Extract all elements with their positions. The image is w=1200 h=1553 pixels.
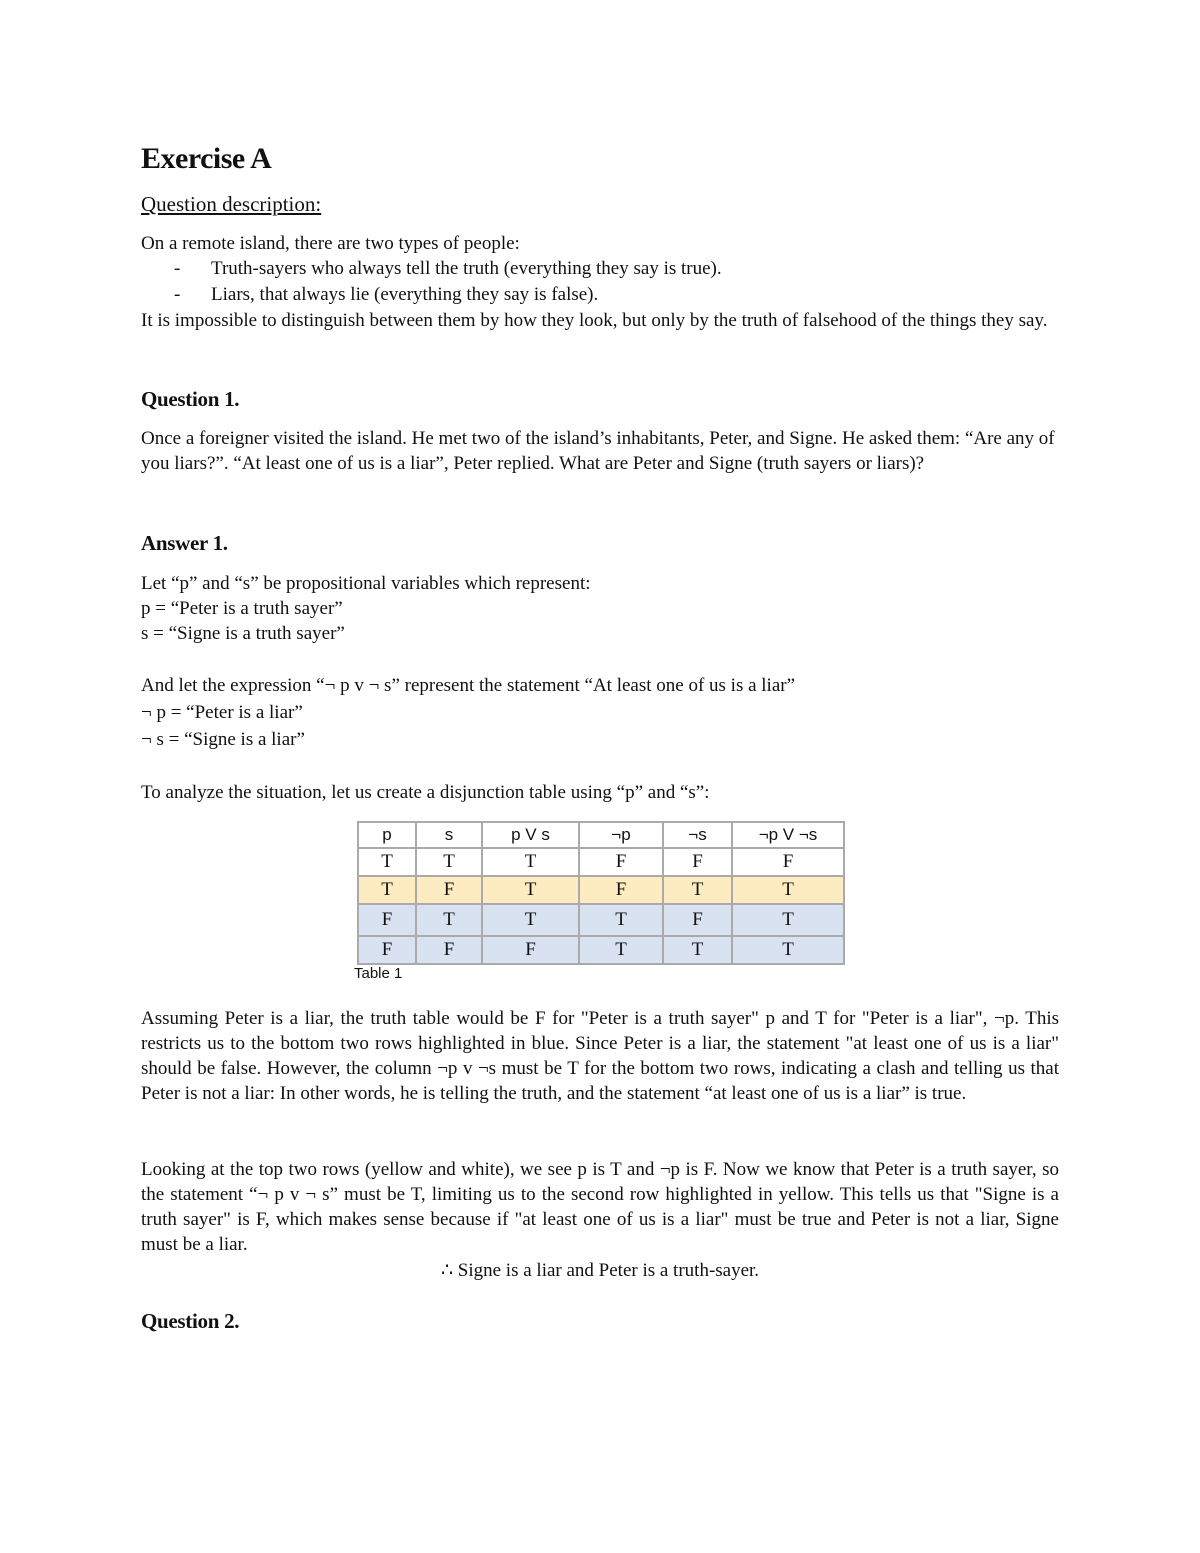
list-dash: - — [174, 284, 181, 305]
table-cell: T — [579, 904, 663, 936]
table-cell: F — [579, 876, 663, 904]
table-row — [358, 876, 844, 904]
table-row — [358, 936, 844, 964]
table-header-cell: ¬p — [579, 822, 663, 848]
table-header-cell: p V s — [482, 822, 579, 848]
analysis-paragraph-1: Assuming Peter is a liar, the truth table would be F for "Peter is a truth sayer" p and T for "Peter is a liar", ¬p. This restricts us to the bottom two rows highlighted in blue. Since Peter is a liar, the statement "at least one of us is a liar" should be false. However, the column ¬p v ¬s must be T for the bottom two rows, indicating a clash and telling us that Peter is not a liar: In other words, he is telling the truth, and the statement “at least one of us is a liar” is true. — [141, 1008, 1059, 1104]
table-header-cell: p — [358, 822, 416, 848]
question-1-heading: Question 1. — [141, 387, 240, 411]
table-cell: F — [732, 848, 844, 876]
answer-1-heading: Answer 1. — [141, 531, 228, 555]
table-cell: T — [732, 936, 844, 964]
table-caption: Table 1 — [354, 965, 403, 982]
expression-line: ¬ s = “Signe is a liar” — [141, 729, 305, 750]
table-cell: F — [663, 848, 732, 876]
answer-line: p = “Peter is a truth sayer” — [141, 598, 343, 619]
section-subtitle: Question description: — [141, 192, 322, 216]
truth-table — [357, 821, 845, 965]
list-dash: - — [174, 258, 181, 279]
table-cell: T — [732, 904, 844, 936]
intro-text: On a remote island, there are two types of people: — [141, 233, 520, 254]
table-cell: F — [416, 876, 482, 904]
page-title: Exercise A — [141, 142, 272, 175]
list-item-text: Truth-sayers who always tell the truth (everything they say is true). — [211, 258, 722, 279]
table-cell: T — [482, 904, 579, 936]
table-cell: F — [579, 848, 663, 876]
table-cell: T — [663, 936, 732, 964]
table-cell: T — [416, 848, 482, 876]
truth-table-header-row — [358, 822, 844, 848]
intro-after-text: It is impossible to distinguish between them by how they look, but only by the truth of falsehood of the things they say. — [141, 310, 1048, 331]
table-row — [358, 848, 844, 876]
table-header-cell: ¬s — [663, 822, 732, 848]
people-type-list — [174, 256, 722, 308]
table-cell: T — [358, 876, 416, 904]
list-item — [174, 282, 722, 308]
answer-line: s = “Signe is a truth sayer” — [141, 623, 345, 644]
question-2-heading: Question 2. — [141, 1309, 240, 1333]
table-cell: T — [663, 876, 732, 904]
analysis-paragraph-2: Looking at the top two rows (yellow and white), we see p is T and ¬p is F. Now we know that Peter is a truth sayer, so the statement “¬ p v ¬ s” must be T, limiting us to the second row highlighted in yellow. This tells us that "Signe is a truth sayer" is F, which makes sense because if "at least one of us is a liar" must be true and Peter is not a liar, Signe must be a liar. — [141, 1159, 1059, 1255]
table-cell: F — [358, 936, 416, 964]
list-item-text: Liars, that always lie (everything they say is false). — [211, 284, 599, 305]
expression-line: ¬ p = “Peter is a liar” — [141, 702, 303, 723]
table-cell: T — [482, 876, 579, 904]
table-intro-text: To analyze the situation, let us create a disjunction table using “p” and “s”: — [141, 782, 710, 803]
table-cell: F — [416, 936, 482, 964]
table-cell: F — [358, 904, 416, 936]
question-1-text: Once a foreigner visited the island. He met two of the island’s inhabitants, Peter, and Signe. He asked them: “Are any of you liars?”. “At least one of us is a liar”, Peter replied. What are Peter and Signe (truth sayers or liars)? — [141, 428, 1055, 474]
table-cell: F — [482, 936, 579, 964]
table-cell: F — [663, 904, 732, 936]
table-cell: T — [358, 848, 416, 876]
conclusion-text: ∴ Signe is a liar and Peter is a truth-sayer. — [440, 1260, 760, 1281]
table-header-cell: ¬p V ¬s — [732, 822, 844, 848]
expression-line: And let the expression “¬ p v ¬ s” represent the statement “At least one of us is a liar” — [141, 675, 796, 696]
table-cell: T — [416, 904, 482, 936]
table-cell: T — [579, 936, 663, 964]
table-header-cell: s — [416, 822, 482, 848]
table-cell: T — [732, 876, 844, 904]
table-cell: T — [482, 848, 579, 876]
list-item — [174, 256, 722, 282]
table-row — [358, 904, 844, 936]
answer-line: Let “p” and “s” be propositional variables which represent: — [141, 573, 591, 594]
